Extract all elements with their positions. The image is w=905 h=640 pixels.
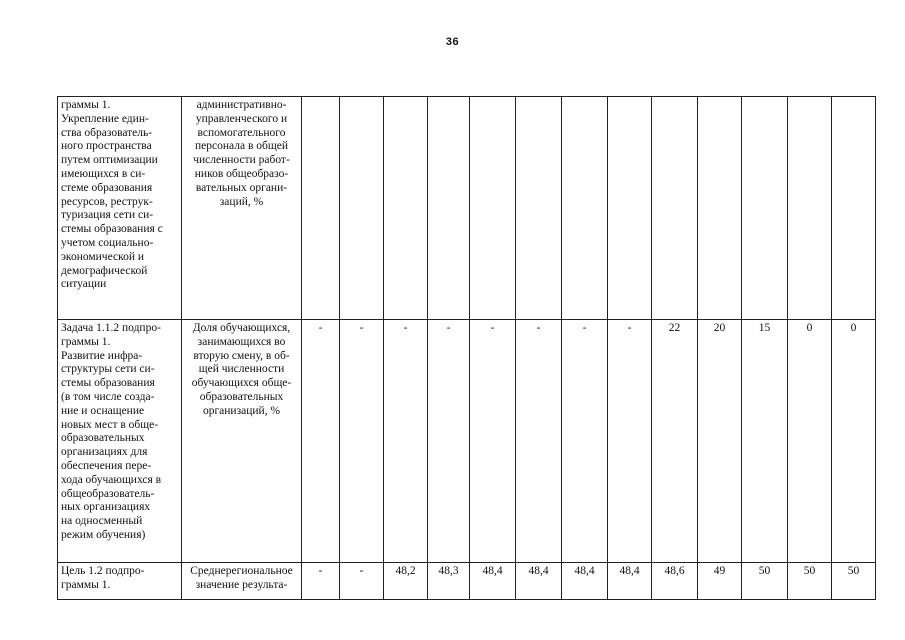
value-cell: 22: [652, 320, 698, 563]
table-row: [58, 320, 876, 563]
indicator-line: вспомогательного: [197, 126, 286, 139]
value-cell: [562, 97, 608, 320]
task-line: на односменный: [61, 515, 143, 528]
value-cell: 15: [742, 320, 788, 563]
value-cell: -: [302, 563, 340, 600]
value-cell: [608, 97, 652, 320]
indicator-line: Среднерегиональное: [190, 565, 293, 577]
table-row: [58, 97, 876, 320]
value-cell: -: [340, 320, 384, 563]
task-line: общеобразователь-: [61, 487, 155, 500]
indicator-line: значение результа-: [195, 578, 288, 591]
value-cell: [516, 97, 562, 320]
value-cell: [788, 97, 832, 320]
task-line: экономической и: [61, 250, 145, 263]
task-line: образовательных: [61, 432, 145, 445]
task-line: ства образователь-: [61, 126, 153, 139]
value-cell: 48,4: [470, 563, 516, 600]
value-cell: 48,6: [652, 563, 698, 600]
indicator-line: образовательных: [199, 390, 284, 403]
indicator-cell: [182, 563, 302, 600]
value-cell: -: [608, 320, 652, 563]
task-line: Укрепление един-: [61, 112, 149, 125]
indicator-line: управленческого и: [195, 112, 288, 125]
value-cell: [742, 97, 788, 320]
value-cell: 48,4: [562, 563, 608, 600]
value-cell: 20: [698, 320, 742, 563]
value-cell: 48,4: [608, 563, 652, 600]
task-line: граммы 1.: [61, 99, 111, 111]
indicator-line: ников общеобразо-: [194, 167, 289, 180]
value-cell: [340, 97, 384, 320]
task-line: организациях для: [61, 446, 148, 459]
task-line: Развитие инфра-: [61, 349, 143, 362]
indicator-line: организаций, %: [202, 404, 281, 417]
task-cell: [58, 563, 182, 600]
task-line: учетом социально-: [61, 236, 154, 249]
indicator-line: заций, %: [219, 195, 264, 208]
indicator-line: вательных органи-: [195, 181, 288, 194]
indicator-line: вторую смену, в об-: [193, 349, 290, 362]
value-cell: 48,2: [384, 563, 428, 600]
value-cell: -: [428, 320, 470, 563]
task-line: граммы 1.: [61, 335, 111, 348]
task-line: туризация сети си-: [61, 209, 154, 222]
value-cell: -: [340, 563, 384, 600]
task-line: ных организациях: [61, 501, 151, 514]
value-cell: [652, 97, 698, 320]
task-line: ситуации: [61, 278, 107, 291]
task-line: демографической: [61, 264, 148, 277]
task-line: Цель 1.2 подпро-: [61, 565, 145, 577]
task-line: новых мест в обще-: [61, 418, 159, 431]
value-cell: -: [516, 320, 562, 563]
value-cell: [832, 97, 876, 320]
value-cell: [428, 97, 470, 320]
task-cell: [58, 320, 182, 563]
value-cell: 48,3: [428, 563, 470, 600]
task-cell: [58, 97, 182, 320]
indicator-line: численности работ-: [193, 154, 290, 167]
value-cell: [384, 97, 428, 320]
value-cell: -: [384, 320, 428, 563]
task-line: имеющихся в си-: [61, 167, 146, 180]
value-cell: 50: [742, 563, 788, 600]
value-cell: -: [302, 320, 340, 563]
task-line: стемы образования с: [61, 223, 163, 236]
value-cell: 0: [832, 320, 876, 563]
page-number: 36: [445, 36, 460, 48]
indicator-cell: [182, 320, 302, 563]
table-row: [58, 563, 876, 600]
indicator-line: занимающихся во: [197, 335, 286, 348]
task-line: режим обучения): [61, 528, 146, 541]
value-cell: 49: [698, 563, 742, 600]
task-line: стемы образования: [61, 377, 155, 390]
task-line: стеме образования: [61, 181, 153, 194]
value-cell: -: [562, 320, 608, 563]
task-line: структуры сети си-: [61, 363, 155, 376]
value-cell: 48,4: [516, 563, 562, 600]
indicators-table: [57, 96, 876, 600]
value-cell: [470, 97, 516, 320]
task-line: путем оптимизации: [61, 154, 158, 167]
value-cell: -: [470, 320, 516, 563]
indicator-line: щей численности: [198, 363, 285, 376]
task-line: ние и оснащение: [61, 404, 145, 417]
task-line: ресурсов, реструк-: [61, 195, 153, 208]
indicator-line: Доля обучающихся,: [192, 322, 291, 334]
value-cell: [698, 97, 742, 320]
task-line: обеспечения пере-: [61, 459, 152, 472]
task-line: граммы 1.: [61, 578, 111, 591]
value-cell: 0: [788, 320, 832, 563]
indicator-cell: [182, 97, 302, 320]
task-line: ного пространства: [61, 140, 152, 153]
indicator-line: персонала в общей: [195, 140, 288, 153]
task-line: Задача 1.1.2 подпро-: [61, 322, 161, 334]
value-cell: 50: [788, 563, 832, 600]
indicator-line: административно-: [196, 99, 287, 111]
indicator-line: обучающихся обще-: [191, 377, 292, 390]
value-cell: [302, 97, 340, 320]
task-line: (в том числе созда-: [61, 390, 155, 403]
task-line: хода обучающихся в: [61, 473, 162, 486]
value-cell: 50: [832, 563, 876, 600]
